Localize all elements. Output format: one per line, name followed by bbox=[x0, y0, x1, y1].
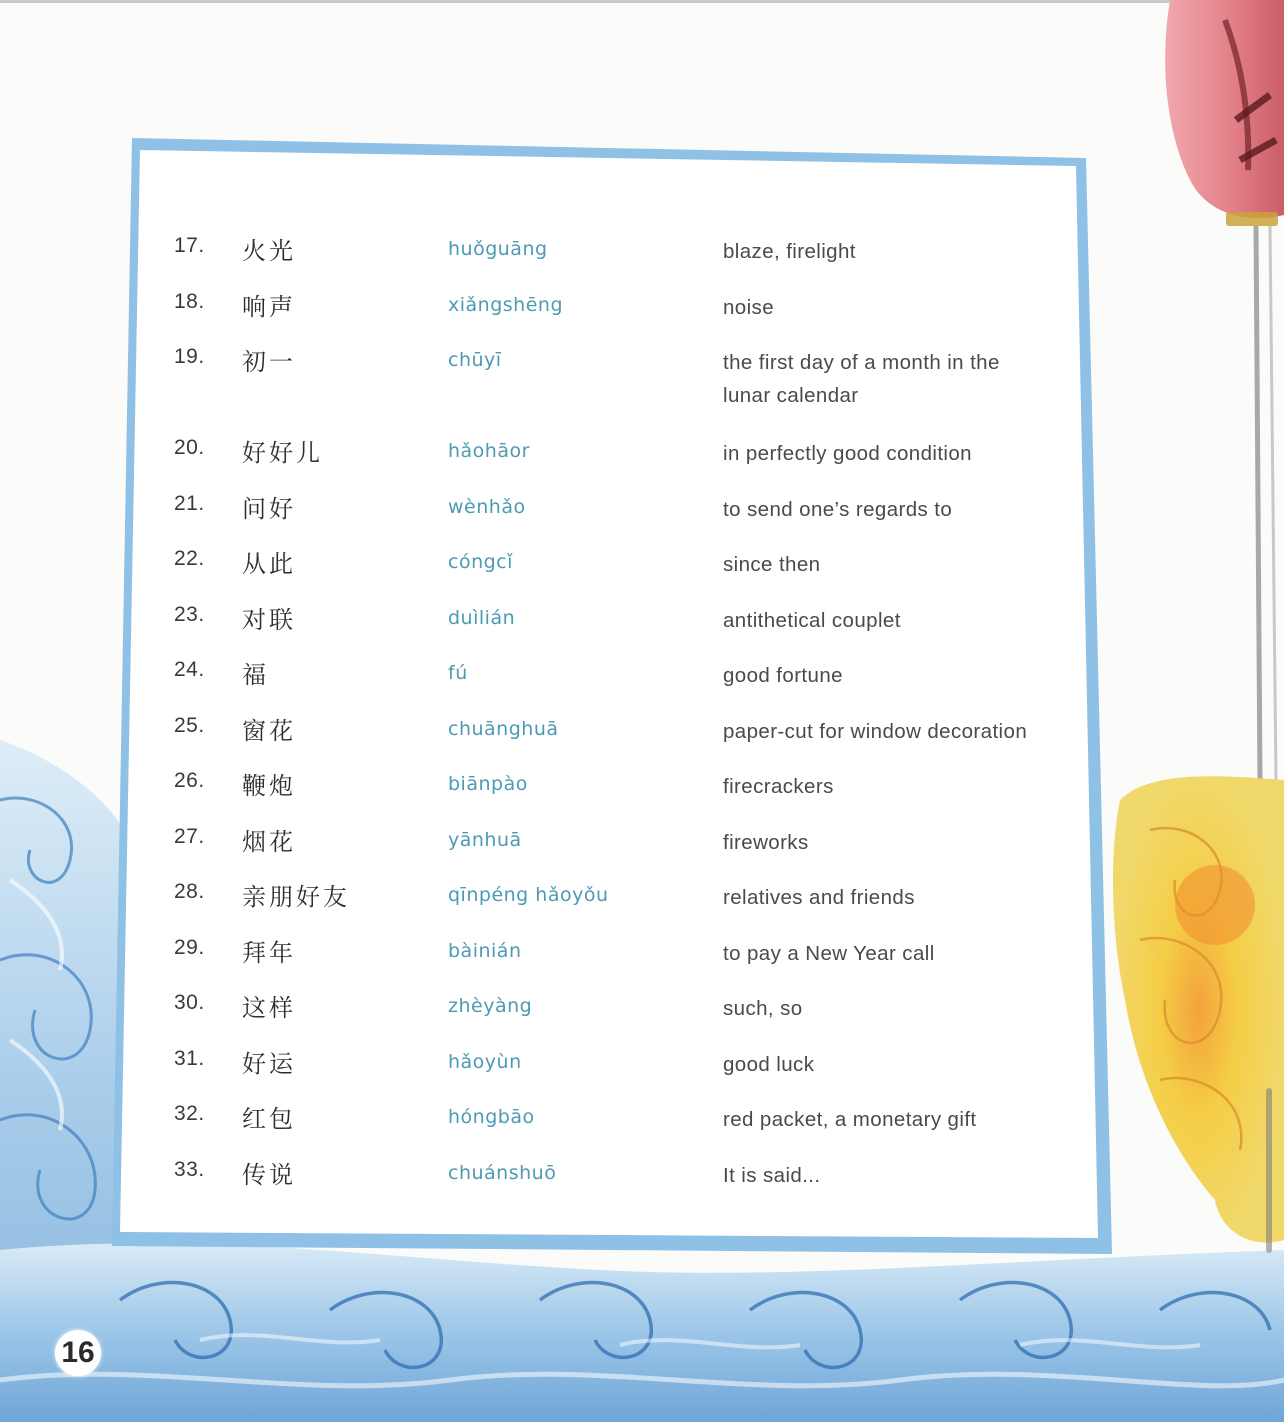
entry-number: 33. bbox=[174, 1157, 205, 1181]
pinyin-text: huǒguāng bbox=[448, 238, 548, 260]
vocab-row bbox=[160, 424, 1080, 480]
english-meaning: to send one’s regards to bbox=[723, 497, 953, 521]
vocab-row bbox=[160, 868, 1080, 924]
english-meaning: It is said... bbox=[723, 1163, 821, 1187]
entry-number: 21. bbox=[174, 491, 205, 515]
pinyin-text: biānpào bbox=[448, 773, 528, 795]
chinese-characters: 对联 bbox=[242, 605, 296, 634]
vocab-row bbox=[160, 702, 1080, 758]
pinyin-text: chūyī bbox=[448, 349, 502, 371]
vocab-row bbox=[160, 480, 1080, 536]
pinyin-text: xiǎngshēng bbox=[448, 293, 564, 316]
chinese-characters: 火光 bbox=[242, 237, 296, 265]
english-meaning: relatives and friends bbox=[723, 886, 915, 909]
chinese-characters: 亲朋好友 bbox=[242, 883, 350, 911]
pinyin-text: yānhuā bbox=[448, 828, 522, 851]
chinese-characters: 鞭炮 bbox=[242, 772, 296, 800]
english-meaning: good fortune bbox=[723, 664, 843, 687]
pinyin-text: duìlián bbox=[448, 606, 516, 629]
english-meaning: firecrackers bbox=[723, 775, 834, 798]
entry-number: 32. bbox=[174, 1102, 205, 1125]
pinyin-text: fú bbox=[448, 662, 468, 684]
pinyin-text: bàinián bbox=[448, 939, 522, 962]
english-meaning: good luck bbox=[723, 1052, 815, 1076]
vocab-row bbox=[160, 757, 1080, 813]
entry-number: 30. bbox=[174, 991, 205, 1014]
english-meaning: fireworks bbox=[723, 830, 809, 854]
entry-number: 22. bbox=[174, 547, 205, 570]
pinyin-text: wènhǎo bbox=[448, 495, 526, 518]
pinyin-text: chuānghuā bbox=[448, 717, 559, 740]
chinese-characters: 问好 bbox=[242, 494, 296, 523]
vocabulary-list bbox=[160, 222, 1080, 1201]
english-meaning: antithetical couplet bbox=[723, 608, 901, 632]
english-meaning: the first day of a month in the lunar calendar bbox=[723, 351, 1000, 407]
english-meaning: in perfectly good condition bbox=[723, 442, 972, 465]
chinese-characters: 烟花 bbox=[242, 827, 296, 856]
entry-number: 17. bbox=[174, 234, 205, 257]
english-meaning: noise bbox=[723, 295, 775, 319]
entry-number: 31. bbox=[174, 1046, 205, 1070]
chinese-characters: 好运 bbox=[242, 1049, 296, 1078]
chinese-characters: 初一 bbox=[242, 348, 296, 376]
vocab-row bbox=[160, 1146, 1080, 1202]
chinese-characters: 拜年 bbox=[242, 938, 296, 967]
entry-number: 24. bbox=[174, 658, 205, 681]
page-number: 16 bbox=[55, 1330, 101, 1376]
vocab-row bbox=[160, 278, 1080, 334]
chinese-characters: 窗花 bbox=[242, 716, 296, 745]
english-meaning: blaze, firelight bbox=[723, 240, 856, 263]
pinyin-text: cóngcǐ bbox=[448, 551, 513, 573]
chinese-characters: 传说 bbox=[242, 1160, 296, 1189]
pinyin-text: hǎoyùn bbox=[448, 1050, 522, 1073]
chinese-characters: 从此 bbox=[242, 550, 296, 578]
entry-number: 20. bbox=[174, 436, 205, 459]
pinyin-text: hǎohāor bbox=[448, 440, 530, 462]
vocab-row bbox=[160, 222, 1080, 278]
vocab-row bbox=[160, 813, 1080, 869]
vocab-row bbox=[160, 535, 1080, 591]
entry-number: 25. bbox=[174, 713, 205, 737]
english-meaning: paper-cut for window decoration bbox=[723, 719, 1028, 743]
english-meaning: red packet, a monetary gift bbox=[723, 1108, 977, 1131]
vocab-row bbox=[160, 1090, 1080, 1146]
vocab-row bbox=[160, 591, 1080, 647]
scrollbar[interactable] bbox=[1266, 1088, 1272, 1253]
pinyin-text: chuánshuō bbox=[448, 1161, 557, 1184]
entry-number: 28. bbox=[174, 880, 205, 903]
english-meaning: to pay a New Year call bbox=[723, 941, 935, 965]
vocab-row bbox=[160, 1035, 1080, 1091]
vocab-row bbox=[160, 333, 1080, 424]
entry-number: 29. bbox=[174, 935, 205, 959]
entry-number: 23. bbox=[174, 602, 205, 626]
chinese-characters: 红包 bbox=[242, 1105, 296, 1133]
pinyin-text: qīnpéng hǎoyǒu bbox=[448, 884, 609, 906]
english-meaning: such, so bbox=[723, 997, 803, 1020]
pinyin-text: hóngbāo bbox=[448, 1106, 535, 1128]
chinese-characters: 响声 bbox=[242, 292, 296, 321]
chinese-characters: 这样 bbox=[242, 994, 296, 1022]
pinyin-text: zhèyàng bbox=[448, 995, 533, 1017]
chinese-characters: 福 bbox=[242, 661, 269, 689]
entry-number: 27. bbox=[174, 824, 205, 848]
vocab-row bbox=[160, 924, 1080, 980]
entry-number: 26. bbox=[174, 769, 205, 792]
entry-number: 18. bbox=[174, 289, 205, 313]
entry-number: 19. bbox=[174, 345, 205, 368]
english-meaning: since then bbox=[723, 553, 821, 576]
chinese-characters: 好好儿 bbox=[242, 439, 323, 467]
vocab-row bbox=[160, 979, 1080, 1035]
vocab-row bbox=[160, 646, 1080, 702]
